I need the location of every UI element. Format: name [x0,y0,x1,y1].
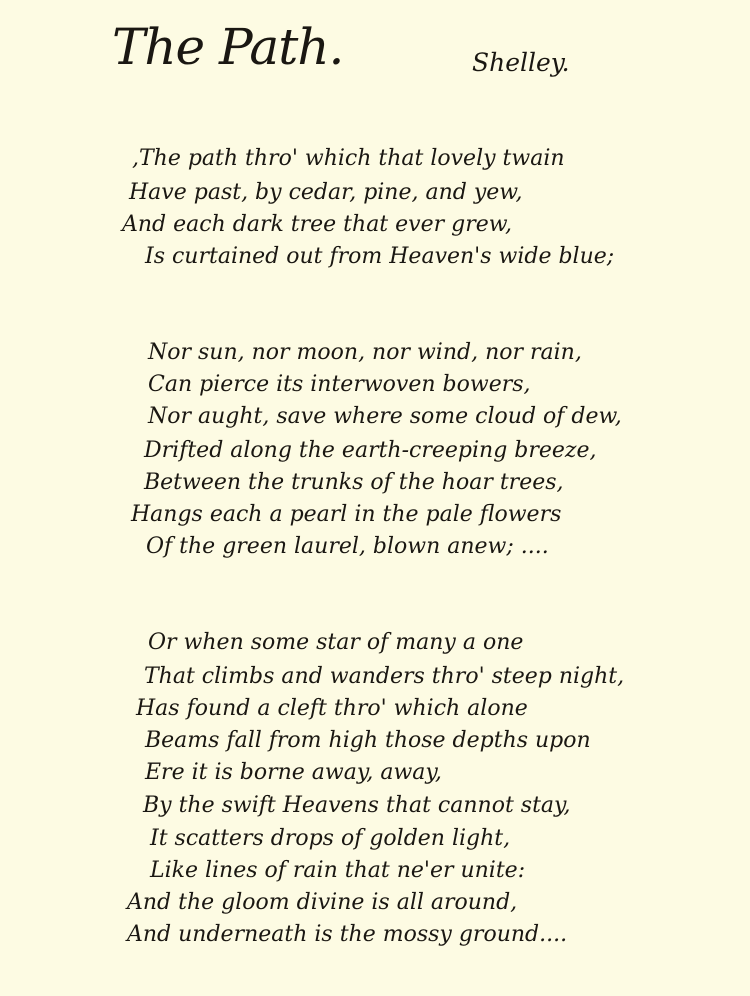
poem-line: Have past, by cedar, pine, and yew, [129,180,523,205]
poem-line: Like lines of rain that ne'er unite: [150,858,526,883]
poem-line: And each dark tree that ever grew, [122,212,512,237]
poem-line: Hangs each a pearl in the pale flowers [131,502,562,527]
poem-line: It scatters drops of golden light, [150,826,511,851]
poem-line: Ere it is borne away, away, [145,760,442,785]
poem-line: Is curtained out from Heaven's wide blue; [145,244,615,269]
poem-line: Or when some star of many a one [148,630,524,655]
poem-line: And the gloom divine is all around, [127,890,518,915]
poem-line: And underneath is the mossy ground.... [127,922,568,947]
poem-author: Shelley. [472,48,570,77]
poem-line: Nor aught, save where some cloud of dew, [148,404,622,429]
poem-line: Nor sun, nor moon, nor wind, nor rain, [148,340,582,365]
poem-line: By the swift Heavens that cannot stay, [143,793,571,818]
poem-line: Has found a cleft thro' which alone [136,696,528,721]
poem-line: Of the green laurel, blown anew; .... [146,534,549,559]
poem-line: Between the trunks of the hoar trees, [144,470,564,495]
poem-line: Can pierce its interwoven bowers, [148,372,531,397]
poem-line: ,The path thro' which that lovely twain [132,146,565,171]
poem-title: The Path. [112,18,344,76]
poem-line: That climbs and wanders thro' steep night, [144,664,625,689]
poem-line: Drifted along the earth-creeping breeze, [144,438,597,463]
poem-line: Beams fall from high those depths upon [145,728,591,753]
